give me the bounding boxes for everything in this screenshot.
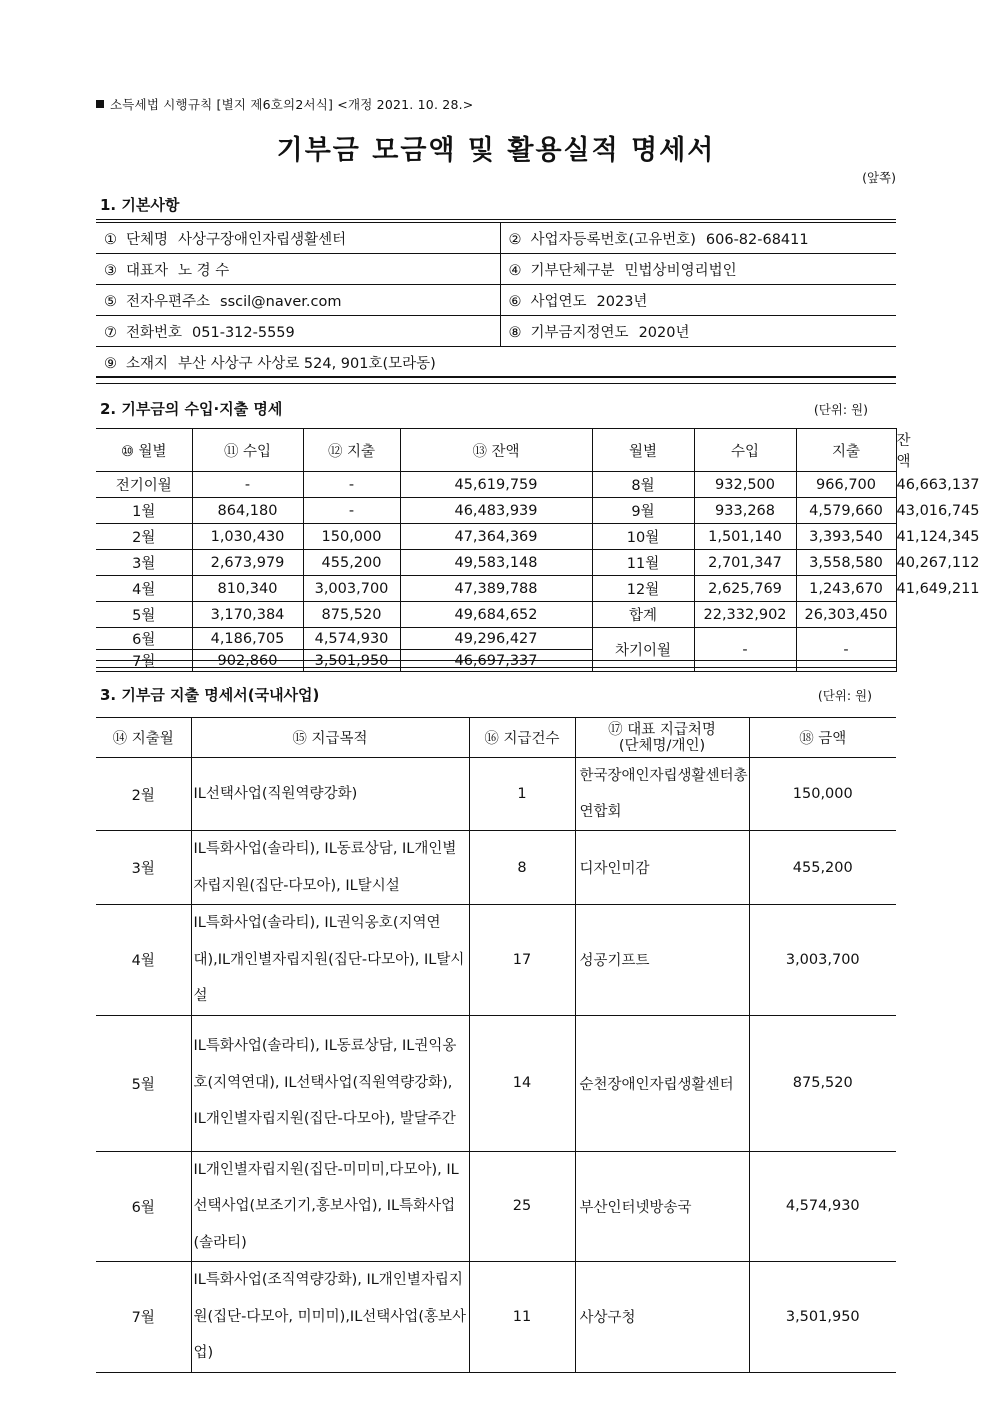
table-cell: 49,684,652 (400, 602, 592, 628)
table-cell: - (303, 472, 400, 498)
expense-detail-table (96, 717, 896, 1373)
table-cell: 3,558,580 (796, 550, 896, 576)
item-label: 기부단체구분 (530, 262, 615, 279)
table-cell: 3월 (96, 550, 192, 576)
basic-info-table (96, 222, 896, 378)
col-header-payee-line1: ⑰ 대표 지급처명 (608, 721, 716, 738)
cell-count: 8 (469, 831, 575, 905)
table-cell: - (192, 472, 303, 498)
cell-amount: 875,520 (749, 1015, 896, 1151)
cell-count: 11 (469, 1262, 575, 1373)
table-cell: 3,501,950 (303, 650, 400, 672)
table-row (96, 1151, 896, 1262)
table-cell: 26,303,450 (796, 602, 896, 628)
table-cell: 합계 (592, 602, 694, 628)
table-cell: 7월 (96, 650, 192, 672)
item-value: 2020년 (638, 324, 690, 341)
section2-unit: (단위: 원) (813, 402, 868, 417)
item-value: 사상구장애인자립생활센터 (178, 231, 347, 248)
table-cell: 1월 (96, 498, 192, 524)
cell-count: 25 (469, 1151, 575, 1262)
cell-count: 17 (469, 905, 575, 1016)
cell-purpose: IL특화사업(솔라티), IL동료상담, IL개인별자립지원(집단-다모아), IL탈시설 (191, 831, 469, 905)
item-label: 전자우편주소 (126, 293, 211, 310)
table-cell: 1,243,670 (796, 576, 896, 602)
table-row: 3월 2,673,979 455,200 49,583,148 11월 2,701,347 3,558,580 40,267,112 (96, 550, 896, 576)
item-number: ⑨ (104, 355, 117, 372)
table-cell: 4,579,660 (796, 498, 896, 524)
cell-payee: 순천장애인자립생활센터 (575, 1015, 749, 1151)
table-cell: 3,170,384 (192, 602, 303, 628)
section-divider (96, 219, 896, 220)
section2-heading: 2. 기부금의 수입·지출 명세 (100, 400, 283, 418)
table-row: 4월 810,340 3,003,700 47,389,788 12월 2,625,769 1,243,670 41,649,211 (96, 576, 896, 602)
table-cell: 810,340 (192, 576, 303, 602)
table-cell: 49,296,427 (400, 628, 592, 650)
table-cell: 45,619,759 (400, 472, 592, 498)
table-header-row: ⑩ 월별 ⑪ 수입 ⑫ 지출 ⑬ 잔액 월별 수입 지출 잔액 (96, 429, 896, 472)
cell-month: 4월 (96, 905, 191, 1016)
table-row (96, 1015, 896, 1151)
cell-month: 5월 (96, 1015, 191, 1151)
table-cell: 864,180 (192, 498, 303, 524)
table-cell: 966,700 (796, 472, 896, 498)
table-cell: 150,000 (303, 524, 400, 550)
table-cell: 차기이월 (592, 628, 694, 672)
income-expense-table (96, 428, 980, 672)
col-header: ⑫ 지출 (303, 429, 400, 472)
item-number: ⑧ (508, 324, 522, 341)
cell-amount: 150,000 (749, 758, 896, 831)
table-cell: 49,583,148 (400, 550, 592, 576)
item-value: 051-312-5559 (192, 324, 295, 341)
square-bullet-icon (96, 100, 104, 108)
section-divider (96, 383, 896, 384)
table-row (96, 758, 896, 831)
col-header-purpose: ⑮ 지급목적 (191, 718, 469, 758)
section-divider (96, 376, 896, 377)
table-cell: 3,393,540 (796, 524, 896, 550)
table-cell: 22,332,902 (694, 602, 796, 628)
cell-payee: 성공기프트 (575, 905, 749, 1016)
cell-amount: 3,003,700 (749, 905, 896, 1016)
col-header-payee-line2: (단체명/개인) (618, 737, 706, 754)
item-number: ⑥ (508, 293, 522, 310)
section3-heading: 3. 기부금 지출 명세서(국내사업) (100, 686, 320, 704)
item-number: ① (104, 231, 117, 248)
table-cell: 12월 (592, 576, 694, 602)
basic-info-cell (500, 316, 896, 347)
table-cell: 1,030,430 (192, 524, 303, 550)
item-number: ④ (508, 262, 522, 279)
cell-month: 7월 (96, 1262, 191, 1373)
table-cell: 4,186,705 (192, 628, 303, 650)
table-cell: - (796, 628, 896, 672)
document-title: 기부금 모금액 및 활용실적 명세서 (276, 135, 716, 166)
table-cell: 11월 (592, 550, 694, 576)
item-value: sscil@naver.com (220, 293, 342, 310)
item-number: ⑦ (104, 324, 117, 341)
item-label: 사업자등록번호(고유번호) (530, 231, 696, 248)
item-label: 대표자 (126, 262, 169, 279)
basic-info-row (96, 316, 896, 347)
item-number: ② (508, 231, 522, 248)
cell-payee: 사상구청 (575, 1262, 749, 1373)
table-row: 전기이월 - - 45,619,759 8월 932,500 966,700 46,663,137 (96, 472, 896, 498)
table-row (96, 602, 896, 628)
cell-month: 2월 (96, 758, 191, 831)
col-header-payee (575, 718, 749, 758)
table-cell: 8월 (592, 472, 694, 498)
table-row: 2월 1,030,430 150,000 47,364,369 10월 1,501,140 3,393,540 41,124,345 (96, 524, 896, 550)
cell-purpose: IL특화사업(솔라티), IL권익옹호(지역연대),IL개인별자립지원(집단-다모아), IL탈시설 (191, 905, 469, 1016)
law-reference: 소득세법 시행규칙 [별지 제6호의2서식] <개정 2021. 10. 28.> (96, 95, 473, 113)
item-value: 2023년 (596, 293, 648, 310)
col-header-month: ⑭ 지출월 (96, 718, 191, 758)
cell-purpose: IL특화사업(조직역량강화), IL개인별자립지원(집단-다모아, 미미미),IL선택사업(홍보사업) (191, 1262, 469, 1373)
item-label: 기부금지정연도 (530, 324, 629, 341)
table-cell: 전기이월 (96, 472, 192, 498)
basic-info-cell (96, 285, 500, 316)
basic-info-cell (96, 316, 500, 347)
table-cell: - (303, 498, 400, 524)
table-cell: 932,500 (694, 472, 796, 498)
front-page-label: (앞쪽) (862, 170, 896, 185)
basic-info-cell (500, 254, 896, 285)
item-label: 단체명 (126, 231, 169, 248)
item-label: 전화번호 (126, 324, 183, 341)
basic-info-row (96, 285, 896, 316)
item-number: ③ (104, 262, 117, 279)
table-cell: 47,364,369 (400, 524, 592, 550)
address-cell (96, 347, 896, 378)
col-header: ⑬ 잔액 (400, 429, 592, 472)
table-cell: 4월 (96, 576, 192, 602)
table-cell: 1,501,140 (694, 524, 796, 550)
basic-info-cell (500, 285, 896, 316)
item-value: 606-82-68411 (705, 231, 809, 248)
col-header: 월별 (592, 429, 694, 472)
table-cell: 2,625,769 (694, 576, 796, 602)
table-cell: 46,697,337 (400, 650, 592, 672)
cell-purpose: IL선택사업(직원역량강화) (191, 758, 469, 831)
table-cell: 455,200 (303, 550, 400, 576)
table-cell: 5월 (96, 602, 192, 628)
table-cell: 933,268 (694, 498, 796, 524)
item-number: ⑤ (104, 293, 117, 310)
table-cell: 9월 (592, 498, 694, 524)
cell-payee: 부산인터넷방송국 (575, 1151, 749, 1262)
table-cell: 875,520 (303, 602, 400, 628)
table-cell: 3,003,700 (303, 576, 400, 602)
basic-info-row (96, 347, 896, 378)
table-header-row (96, 718, 896, 758)
cell-payee: 디자인미감 (575, 831, 749, 905)
table-cell: 2월 (96, 524, 192, 550)
col-header: 수입 (694, 429, 796, 472)
col-header: ⑩ 월별 (96, 429, 192, 472)
cell-amount: 4,574,930 (749, 1151, 896, 1262)
cell-month: 6월 (96, 1151, 191, 1262)
section-divider (96, 667, 896, 668)
cell-purpose: IL개인별자립지원(집단-미미미,다모아), IL선택사업(보조기기,홍보사업), IL특화사업(솔라티) (191, 1151, 469, 1262)
table-row: 1월 864,180 - 46,483,939 9월 933,268 4,579,660 43,016,745 (96, 498, 896, 524)
item-value: 부산 사상구 사상로 524, 901호(모라동) (178, 355, 436, 372)
table-row (96, 628, 896, 650)
table-cell: 4,574,930 (303, 628, 400, 650)
table-row (96, 1262, 896, 1373)
basic-info-cell (500, 223, 896, 254)
basic-info-row (96, 223, 896, 254)
item-value: 노 경 수 (178, 262, 230, 279)
col-header-count: ⑯ 지급건수 (469, 718, 575, 758)
item-value: 민법상비영리법인 (624, 262, 737, 279)
section3-unit: (단위: 원) (817, 688, 872, 703)
cell-payee: 한국장애인자립생활센터총연합회 (575, 758, 749, 831)
basic-info-row (96, 254, 896, 285)
col-header: ⑪ 수입 (192, 429, 303, 472)
section1-heading: 1. 기본사항 (100, 196, 180, 214)
cell-purpose: IL특화사업(솔라티), IL동료상담, IL권익옹호(지역연대), IL선택사업(직원역량강화), IL개인별자립지원(집단-다모아), 발달주간 (191, 1015, 469, 1151)
table-row (96, 905, 896, 1016)
cell-count: 14 (469, 1015, 575, 1151)
table-cell: 902,860 (192, 650, 303, 672)
table-cell: 46,483,939 (400, 498, 592, 524)
table-cell: - (694, 628, 796, 672)
item-label: 소재지 (126, 355, 169, 372)
table-cell: 2,673,979 (192, 550, 303, 576)
table-cell: 6월 (96, 628, 192, 650)
table-cell: 47,389,788 (400, 576, 592, 602)
cell-month: 3월 (96, 831, 191, 905)
basic-info-cell (96, 223, 500, 254)
cell-amount: 3,501,950 (749, 1262, 896, 1373)
col-header-amount: ⑱ 금액 (749, 718, 896, 758)
basic-info-cell (96, 254, 500, 285)
cell-count: 1 (469, 758, 575, 831)
section-divider (96, 660, 896, 661)
cell-amount: 455,200 (749, 831, 896, 905)
table-cell: 10월 (592, 524, 694, 550)
item-label: 사업연도 (530, 293, 587, 310)
col-header: 지출 (796, 429, 896, 472)
table-row (96, 831, 896, 905)
table-cell: 2,701,347 (694, 550, 796, 576)
